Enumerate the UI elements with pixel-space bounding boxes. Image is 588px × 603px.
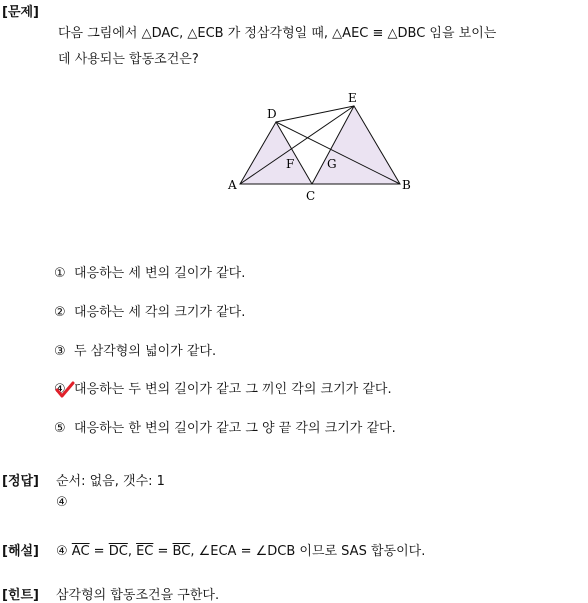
point-label-f: F bbox=[286, 157, 295, 171]
option-1[interactable] bbox=[54, 262, 245, 281]
point-label-c: C bbox=[306, 189, 316, 203]
hint-text: 삼각형의 합동조건을 구한다. bbox=[56, 588, 220, 603]
explanation-rest: , ∠ECA = ∠DCB 이므로 SAS 합동이다. bbox=[190, 544, 426, 559]
point-label-d: D bbox=[267, 107, 277, 121]
explanation-text bbox=[56, 540, 425, 559]
comma: , bbox=[127, 544, 137, 559]
segment-dc: $\overline{DC}$ bbox=[108, 544, 128, 559]
answer-value: ④ bbox=[56, 495, 68, 510]
option-4-text: 대응하는 두 변의 길이가 같고 그 끼인 각의 크기가 같다. bbox=[74, 382, 392, 397]
hint-label: [힌트] bbox=[2, 588, 39, 603]
option-2[interactable] bbox=[54, 301, 245, 320]
option-5-number: ⑤ bbox=[54, 421, 66, 436]
point-label-a: A bbox=[228, 178, 237, 192]
option-3-number: ③ bbox=[54, 344, 66, 359]
segment-ac: $\overline{AC}$ bbox=[71, 544, 90, 559]
option-4-number bbox=[54, 382, 74, 397]
geometry-figure bbox=[220, 88, 420, 208]
problem-label: [문제] bbox=[2, 5, 39, 20]
point-label-b: B bbox=[402, 178, 411, 192]
option-2-number: ② bbox=[54, 305, 66, 320]
equals-sign: = bbox=[153, 544, 173, 559]
answer-meta: 순서: 없음, 갯수: 1 bbox=[56, 474, 165, 489]
triangle-ecb bbox=[312, 106, 400, 184]
option-2-text: 대응하는 세 각의 크기가 같다. bbox=[74, 305, 246, 320]
answer-label: [정답] bbox=[2, 474, 39, 489]
option-1-text: 대응하는 세 변의 길이가 같다. bbox=[74, 266, 246, 281]
check-mark-icon bbox=[55, 381, 75, 399]
triangle-dac bbox=[240, 122, 312, 184]
option-4-number-text: ④ bbox=[54, 382, 66, 397]
option-5[interactable] bbox=[54, 417, 396, 436]
option-3[interactable] bbox=[54, 340, 216, 359]
option-4[interactable] bbox=[54, 378, 392, 397]
segment-ec: $\overline{EC}$ bbox=[136, 544, 154, 559]
explanation-number: ④ bbox=[56, 544, 68, 559]
option-5-text: 대응하는 한 변의 길이가 같고 그 양 끝 각의 크기가 같다. bbox=[74, 421, 396, 436]
equals-sign: = bbox=[89, 544, 109, 559]
problem-text-line1: 다음 그림에서 △DAC, △ECB 가 정삼각형일 때, △AEC ≡ △DBC 임을 보이는 bbox=[58, 26, 497, 41]
option-1-number: ① bbox=[54, 266, 66, 281]
point-label-e: E bbox=[348, 91, 357, 105]
problem-text-line2: 데 사용되는 합동조건은? bbox=[58, 52, 199, 67]
explanation-label: [해설] bbox=[2, 544, 39, 559]
option-3-text: 두 삼각형의 넓이가 같다. bbox=[74, 344, 217, 359]
point-label-g: G bbox=[327, 157, 337, 171]
segment-bc: $\overline{BC}$ bbox=[172, 544, 191, 559]
